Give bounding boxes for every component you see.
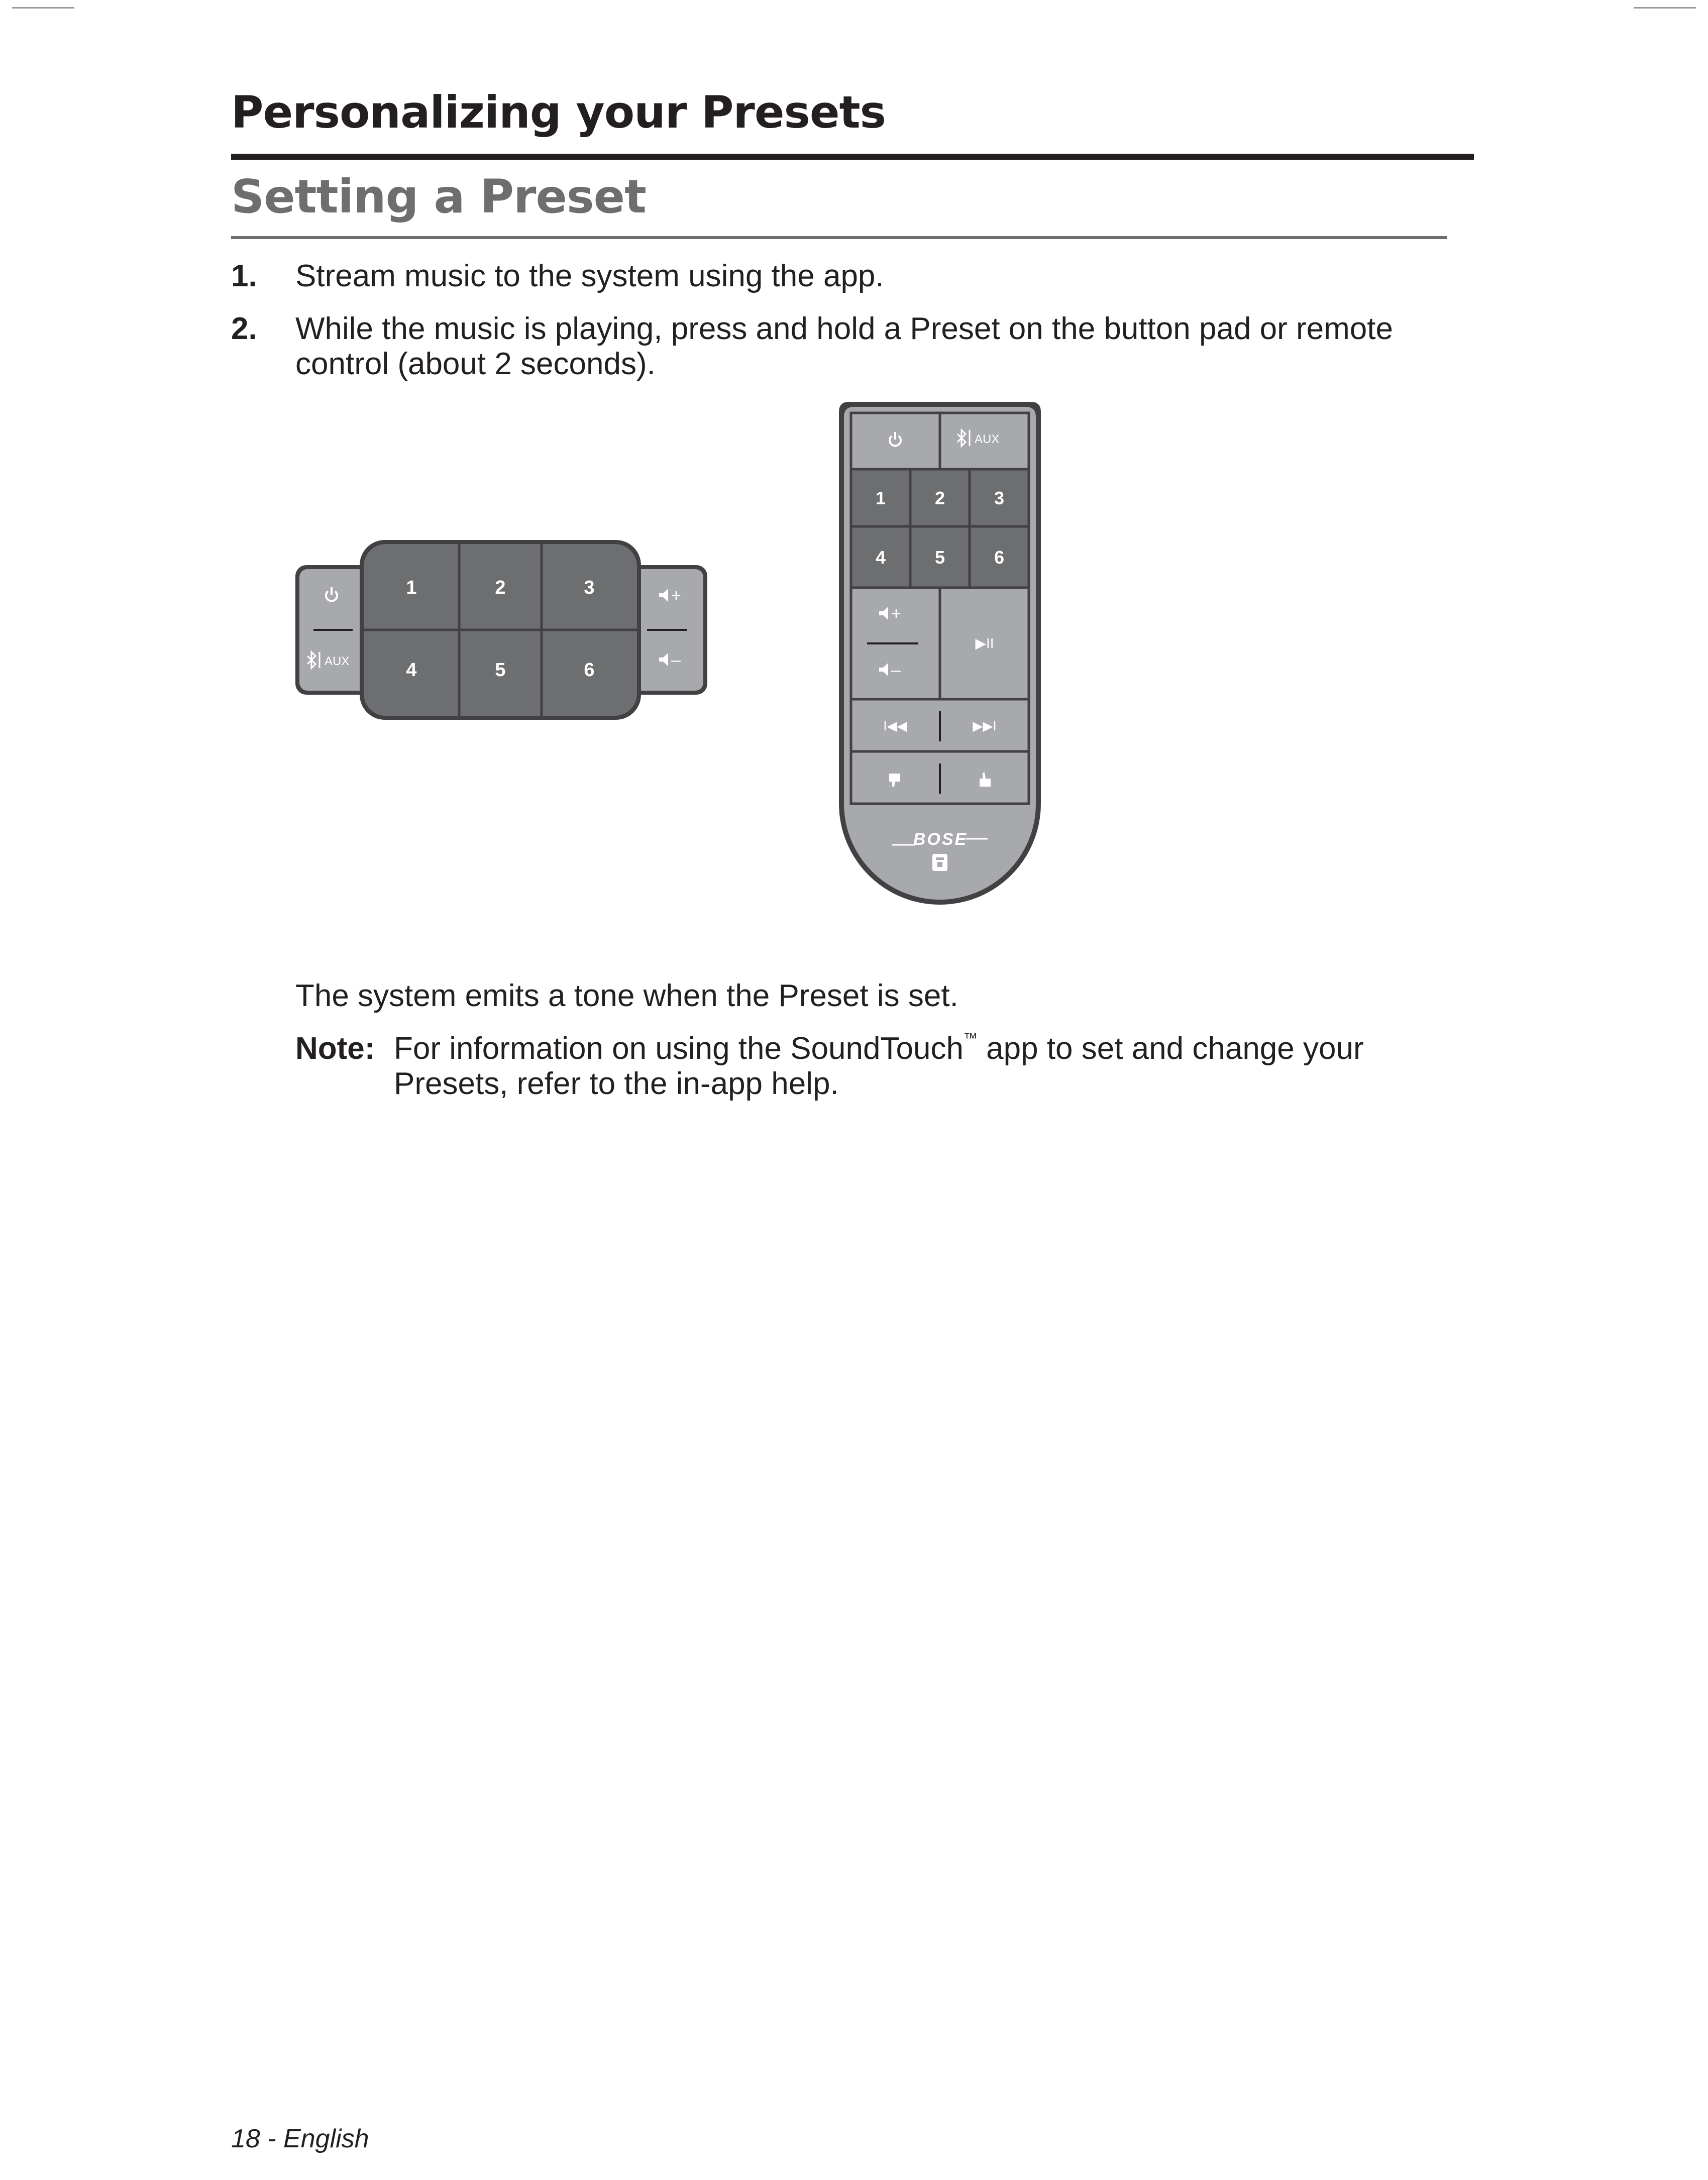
preset-illustration bbox=[0, 0, 1708, 924]
remote-preset-4-label: 4 bbox=[875, 547, 886, 568]
step-number: 1. bbox=[231, 259, 257, 293]
step-text: Stream music to the system using the app. bbox=[295, 259, 884, 293]
play-pause-icon: ▶II bbox=[975, 635, 994, 651]
remote-preset-3-label: 3 bbox=[994, 488, 1005, 508]
next-track-icon: ▶▶I bbox=[973, 718, 997, 733]
note-text-end: app to set and change your Presets, refer to the in-app help. bbox=[394, 1031, 1364, 1101]
preset-3-label: 3 bbox=[584, 577, 595, 598]
svg-text:BOSE: BOSE bbox=[913, 830, 968, 849]
remote-preset-1-label: 1 bbox=[875, 488, 886, 508]
remote-control bbox=[839, 402, 1041, 905]
note-text-start: For information on using the SoundTouch bbox=[394, 1031, 964, 1066]
aux-label: AUX bbox=[975, 432, 1000, 446]
svg-text:+: + bbox=[671, 586, 681, 605]
aux-label: AUX bbox=[325, 655, 350, 668]
remote-preset-5-label: 5 bbox=[934, 547, 945, 568]
preset-2-label: 2 bbox=[495, 577, 506, 598]
remote-preset-2-label: 2 bbox=[934, 488, 945, 508]
trademark-symbol: ™ bbox=[963, 1030, 978, 1046]
page-heading: Personalizing your Presets bbox=[231, 86, 886, 138]
section-heading: Setting a Preset bbox=[231, 170, 646, 224]
preset-4-label: 4 bbox=[406, 660, 417, 681]
preset-1-label: 1 bbox=[406, 577, 417, 598]
note-label: Note: bbox=[295, 1031, 375, 1066]
result-text: The system emits a tone when the Preset is set. bbox=[295, 978, 958, 1013]
step-text: While the music is playing, press and hold a Preset on the button pad or remote control (about 2 seconds). bbox=[295, 311, 1393, 381]
button-pad bbox=[295, 540, 707, 720]
svg-text:–: – bbox=[671, 650, 681, 670]
preset-6-label: 6 bbox=[584, 660, 595, 681]
remote-preset-6-label: 6 bbox=[994, 547, 1005, 568]
soundtouch-logo-icon bbox=[932, 854, 947, 871]
note-body bbox=[394, 1031, 1459, 1102]
previous-track-icon: I◀◀ bbox=[883, 718, 907, 733]
svg-text:–: – bbox=[891, 661, 901, 680]
preset-5-label: 5 bbox=[495, 660, 506, 681]
step-number: 2. bbox=[231, 311, 257, 346]
page-footer: 18 - English bbox=[231, 2124, 369, 2153]
svg-text:+: + bbox=[891, 604, 901, 623]
